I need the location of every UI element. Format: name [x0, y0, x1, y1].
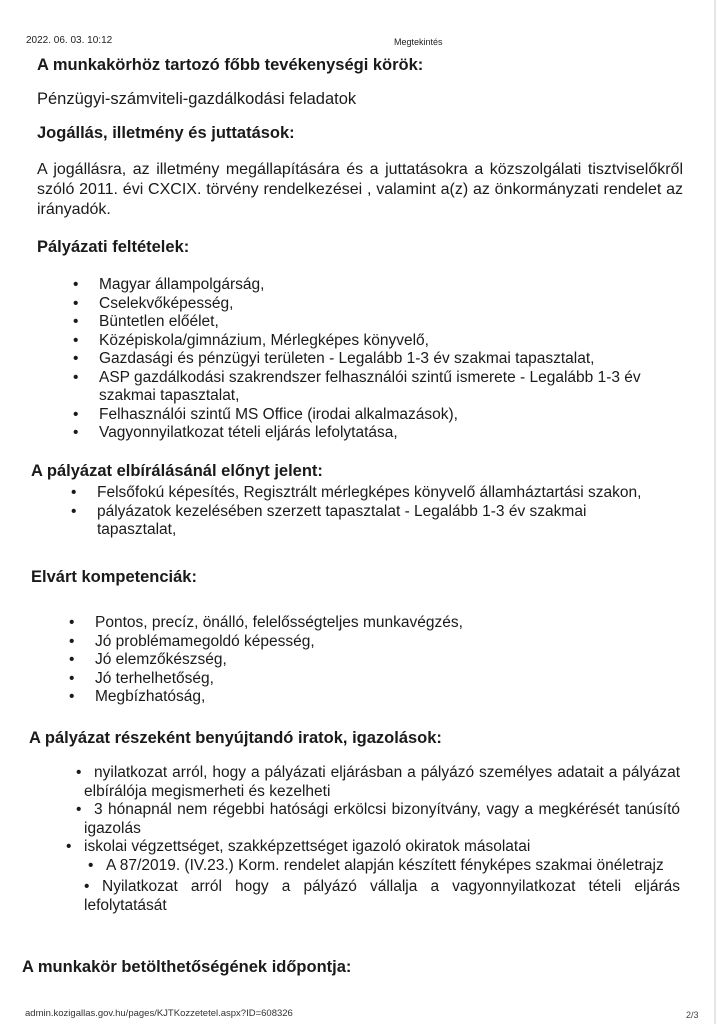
list-item: • A 87/2019. (IV.23.) Korm. rendelet alapján készített fényképes szakmai önéletrajz — [30, 857, 680, 876]
list-item: • Megbízhatóság, — [69, 688, 669, 707]
print-page-number: 2/3 — [686, 1010, 699, 1020]
activities-text: Pénzügyi-számviteli-gazdálkodási feladatok — [37, 90, 357, 108]
scan-artifact-line — [714, 0, 716, 1024]
list-item: • iskolai végzettséget, szakképzettséget igazoló okiratok másolatai — [30, 838, 680, 857]
list-item: • Jó elemzőkészség, — [69, 651, 669, 670]
requirements-list — [73, 276, 673, 443]
list-item: • Felhasználói szintű MS Office (irodai alkalmazások), — [73, 406, 673, 425]
heading-start-date: A munkakör betölthetőségének időpontja: — [22, 958, 352, 976]
list-item: • Vagyonnyilatkozat tételi eljárás lefolytatása, — [73, 424, 673, 443]
list-item: • 3 hónapnál nem régebbi hatósági erkölcsi bizonyítvány, vagy a megkérését tanúsító igazolás — [30, 801, 680, 838]
heading-requirements: Pályázati feltételek: — [37, 238, 190, 256]
print-footer-url: admin.kozigallas.gov.hu/pages/KJTKozzetetel.aspx?ID=608326 — [25, 1008, 293, 1019]
list-item: • Felsőfokú képesítés, Regisztrált mérlegképes könyvelő államháztartási szakon, — [71, 484, 651, 503]
heading-competencies: Elvárt kompetenciák: — [31, 568, 197, 586]
heading-documents: A pályázat részeként benyújtandó iratok, igazolások: — [29, 729, 442, 747]
list-item: • Pontos, precíz, önálló, felelősségteljes munkavégzés, — [69, 614, 669, 633]
list-item: • Jó problémamegoldó képesség, — [69, 633, 669, 652]
print-datetime: 2022. 06. 03. 10:12 — [26, 35, 113, 46]
list-item: • pályázatok kezelésében szerzett tapasztalat - Legalább 1-3 év szakmai tapasztalat, — [71, 503, 651, 540]
heading-advantages: A pályázat elbírálásánál előnyt jelent: — [31, 462, 323, 480]
heading-activities: A munkakörhöz tartozó főbb tevékenységi körök: — [37, 56, 424, 74]
list-item: • Gazdasági és pénzügyi területen - Legalább 1-3 év szakmai tapasztalat, — [73, 350, 673, 369]
print-page-title: Megtekintés — [394, 37, 443, 47]
list-item: • Büntetlen előélet, — [73, 313, 673, 332]
list-item: • nyilatkozat arról, hogy a pályázati eljárásban a pályázó személyes adatait a pályázat elbírálója megismerheti és kezelheti — [30, 764, 680, 801]
list-item: • Cselekvőképesség, — [73, 295, 673, 314]
documents-list — [30, 764, 680, 915]
advantages-list — [71, 484, 651, 540]
list-item: • Magyar állampolgárság, — [73, 276, 673, 295]
heading-legal-status: Jogállás, illetmény és juttatások: — [37, 124, 295, 142]
list-item: • Nyilatkozat arról hogy a pályázó vállalja a vagyonnyilatkozat tételi eljárás lefolytatását — [30, 878, 680, 915]
legal-status-text: A jogállásra, az illetmény megállapítására és a juttatásokra a közszolgálati tisztviselőkről szóló 2011. évi CXCIX. törvény rendelkezései , valamint a(z) az önkormányzati rendelet az irányadók. — [37, 161, 683, 218]
list-item: • Középiskola/gimnázium, Mérlegképes könyvelő, — [73, 332, 673, 351]
list-item: • ASP gazdálkodási szakrendszer felhasználói szintű ismerete - Legalább 1-3 év szakmai tapasztalat, — [73, 369, 673, 406]
competencies-list — [69, 614, 669, 707]
list-item: • Jó terhelhetőség, — [69, 670, 669, 689]
